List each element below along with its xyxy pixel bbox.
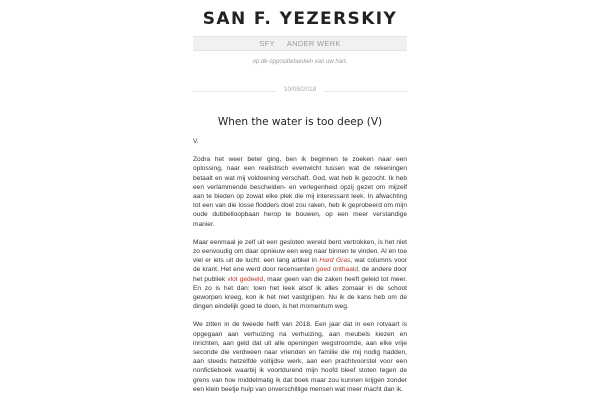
paragraph-text: , maar geen van die zaken heeft geleid tot meer. En zo is het dan: toen het leek alsof ik alles zomaar in de schoot geworpen kreeg, kon ik het niet vastgrijpen. Nu ik de kans heb om de dingen eindelijk goed te doen, is het momentum weg. bbox=[193, 275, 407, 311]
paragraph: Zodra het weer beter ging, ben ik beginnen te zoeken naar een oplossing, naar een realistisch evenwicht tussen wat de rekeningen betaalt en wat mij voldoening verschaft. God, wat heb ik gezocht. Ik heb een verlammende bescheiden- en verlegenheid opzij gezet om mijzelf aan te bieden op zowat elke plek die mij interessant leek. In afwachting tot een van die losse flodders doel zou raken, heb ik geprobeerd om mijn oude dubbelloopbaan herop te bouwen, op een meer verstandige manier. bbox=[193, 156, 407, 228]
link-vlot-gedeeld[interactable]: vlot gedeeld bbox=[227, 275, 264, 283]
paragraph-text: Maar eenmaal je zelf uit een gesloten wereld bent vertrokken, is het niet zo eenvoudig om daar opnieuw een weg naar binnen te vinden. Al en toe viel er iets uit de lucht: een lang artikel in bbox=[193, 238, 407, 265]
link-goed-onthaald[interactable]: goed onthaald bbox=[316, 266, 359, 274]
paragraph: We zitten in de tweede helft van 2018. Een jaar dat in een rotvaart is opgegaan aan verhuizing na verhuizing, aan meubels kiezen en inrichten, aan geld dat uit alle openingen wegstroomde, aan elke vrije seconde die verdween naar vrienden en familie die mij nodig hadden, aan steeds hetzelfde voltijdse werk, aan een prachtvoorstel voor een nonfictieboek waarbij ik voortdurend mijn hoofd bleef stoten tegen de grens van hoe middelmatig ik dat boek maar zou kunnen krijgen zonder een klein beetje hulp van onverschillige mensen wat meer macht dan ik. bbox=[193, 321, 407, 393]
main-navigation bbox=[193, 36, 407, 51]
paragraph: V. bbox=[193, 138, 199, 145]
paragraph bbox=[193, 238, 407, 312]
link-hard-gras[interactable]: Hard Gras bbox=[319, 257, 351, 265]
nav-item-ander-werk[interactable]: ANDER WERK bbox=[286, 39, 341, 48]
site-tagline: op de oppositiebanken van uw hart. bbox=[252, 59, 348, 65]
post-content bbox=[193, 137, 407, 403]
paragraph-text: , de andere door het publiek bbox=[193, 266, 407, 283]
paragraph-text: , wat columns voor de krant. Het ene werd door recensenten bbox=[193, 257, 407, 274]
post-date[interactable]: 10/08/2018 bbox=[276, 86, 324, 93]
nav-item-sfy[interactable]: SFY bbox=[259, 39, 275, 48]
post-title[interactable]: When the water is too deep (V) bbox=[217, 116, 383, 128]
site-title[interactable]: SAN F. YEZERSKIY bbox=[202, 9, 398, 29]
